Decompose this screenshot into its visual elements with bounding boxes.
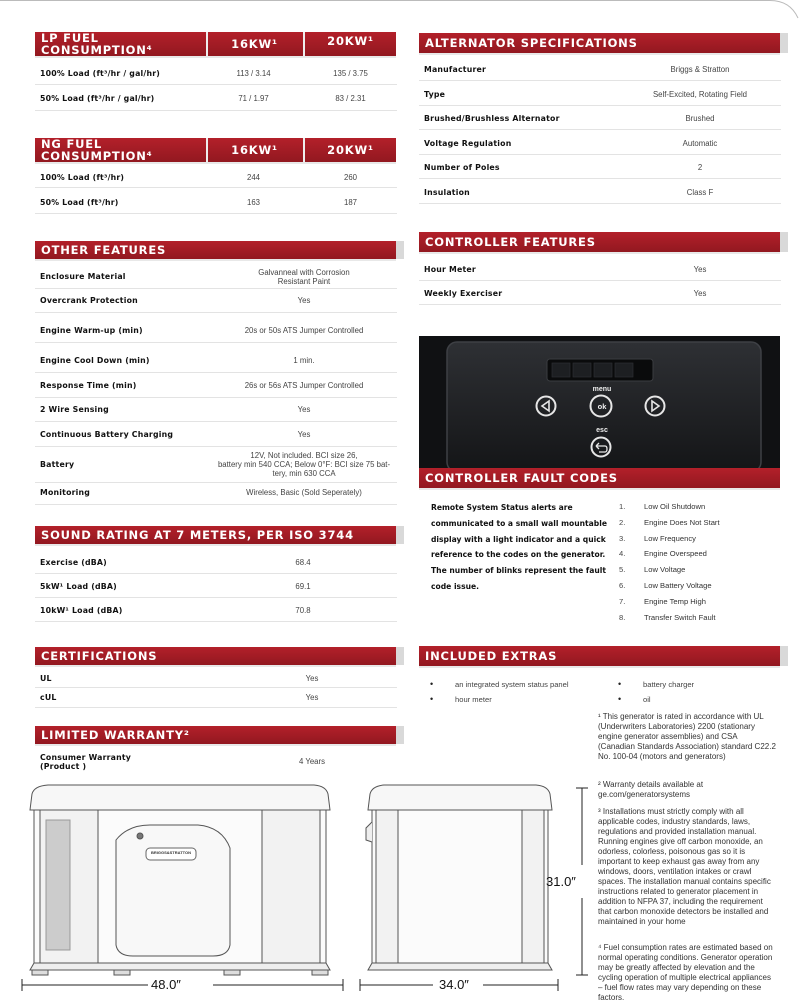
footnote: ⁴ Fuel consumption rates are estimated based on normal operating conditions. Generator operation may be greatly affected by elevation and the cycling operation of multiple electrical appliances – fuel flow rates may vary depending on these factors. xyxy=(598,943,773,1001)
other-row-label: Battery xyxy=(40,460,75,469)
sound-row-label: 5kW¹ Load (dBA) xyxy=(40,582,117,591)
fault-label: Engine Overspeed xyxy=(644,549,707,559)
other-row-label: Response Time (min) xyxy=(40,381,137,390)
panel-menu-label: menu xyxy=(592,386,612,393)
other-header xyxy=(35,241,396,261)
generator-side-drawing xyxy=(358,780,592,1001)
certs-header xyxy=(35,647,396,667)
divider xyxy=(35,504,397,505)
divider xyxy=(35,446,397,447)
fault-label: Engine Temp High xyxy=(644,596,706,606)
certs-title: CERTIFICATIONS xyxy=(41,649,158,663)
divider xyxy=(419,105,781,106)
other-row-label: Engine Cool Down (min) xyxy=(40,356,150,365)
depth-dimension: 34.0″ xyxy=(439,977,469,992)
warranty-header xyxy=(35,726,396,746)
badge-text: BRIGGS&STRATTON xyxy=(150,850,192,855)
alternator-row-value: Brushed xyxy=(685,114,715,124)
divider xyxy=(35,187,397,188)
fault-number: 1. xyxy=(619,502,626,511)
ng-col1: 16KW¹ xyxy=(206,138,301,162)
extras-title: INCLUDED EXTRAS xyxy=(425,649,558,663)
bullet: • xyxy=(618,694,622,704)
faults-title: CONTROLLER FAULT CODES xyxy=(425,471,618,485)
fault-label: Low Frequency xyxy=(644,533,696,543)
fault-number: 2. xyxy=(619,517,626,527)
extra-item: an integrated system status panel xyxy=(455,680,569,689)
divider xyxy=(35,397,397,398)
other-row-value: Yes xyxy=(297,296,311,305)
lp-row-v2: 83 / 2.31 xyxy=(335,94,366,103)
alternator-row-value: 2 xyxy=(697,163,703,173)
divider xyxy=(35,84,397,85)
lp-row-v2: 135 / 3.75 xyxy=(333,69,368,78)
fault-label: Low Battery Voltage xyxy=(644,581,712,590)
alternator-row-label: Number of Poles xyxy=(424,163,500,173)
lp-header xyxy=(35,32,396,58)
ng-row-v1: 244 xyxy=(246,173,260,182)
alternator-row-label: Brushed/Brushless Alternator xyxy=(424,114,560,124)
panel-ok-label: ok xyxy=(597,402,607,411)
sound-row-label: Exercise (dBA) xyxy=(40,558,107,567)
other-row-value: Yes xyxy=(297,405,311,414)
cert-row-label: cUL xyxy=(40,693,57,702)
extra-item: hour meter xyxy=(455,695,492,704)
ng-row-v2: 260 xyxy=(343,173,357,182)
divider xyxy=(35,213,397,214)
lp-col1: 16KW¹ xyxy=(206,32,301,56)
lp-row-v1: 113 / 3.14 xyxy=(236,69,271,78)
divider xyxy=(35,621,397,622)
alternator-row-label: Insulation xyxy=(424,188,470,197)
other-row-value: Wireless, Basic (Sold Seperately) xyxy=(246,488,362,497)
controller-row-label: Weekly Exerciser xyxy=(424,289,503,298)
alternator-title: ALTERNATOR SPECIFICATIONS xyxy=(425,36,638,50)
fault-number: 4. xyxy=(619,549,626,559)
alternator-row-value: Class F xyxy=(686,188,714,197)
footnote: ² Warranty details available at ge.com/generatorsystems xyxy=(598,780,704,799)
alternator-row-value: Self-Excited, Rotating Field xyxy=(652,89,748,99)
ng-row-label: 50% Load (ft³/hr) xyxy=(40,198,119,207)
divider xyxy=(419,178,781,179)
divider xyxy=(35,372,397,373)
cert-row-value: Yes xyxy=(305,693,319,702)
faults-description: Remote System Status alerts are communicated to a small wall mountable display with a light indicator and a quick reference to the codes on the generator. The number of blinks represent the fault code issue. xyxy=(431,503,607,591)
other-row-value: 1 min. xyxy=(293,356,315,365)
sound-header xyxy=(35,526,396,546)
controller-row-value: Yes xyxy=(693,289,707,298)
fault-number: 7. xyxy=(619,596,626,606)
ng-col2: 20KW¹ xyxy=(303,138,396,162)
divider xyxy=(419,203,781,204)
alternator-header xyxy=(419,33,780,55)
cert-row-value: Yes xyxy=(305,674,319,683)
alternator-row-label: Type xyxy=(424,89,446,99)
generator-front-drawing xyxy=(18,780,348,1001)
page-border xyxy=(0,0,800,20)
extra-item: battery charger xyxy=(643,680,695,689)
other-row-value: Galvanneal with Corrosion Resistant Paint xyxy=(258,267,350,286)
lp-col2: 20KW¹ xyxy=(303,32,396,56)
other-row-label: 2 Wire Sensing xyxy=(40,405,109,414)
panel-esc-label: esc xyxy=(596,427,608,434)
other-row-value: 12V, Not included. BCI size 26, battery min 540 CCA; Below 0°F: BCI size 75 bat- tery, min 630 CCA xyxy=(217,451,391,478)
sound-row-value: 69.1 xyxy=(295,582,311,591)
lp-row-label: 50% Load (ft³/hr / gal/hr) xyxy=(40,94,155,103)
warranty-label: Consumer Warranty (Product ) xyxy=(40,753,132,771)
divider xyxy=(419,129,781,130)
bullet: • xyxy=(618,679,622,689)
other-row-value: Yes xyxy=(297,430,311,439)
lp-row-v1: 71 / 1.97 xyxy=(238,94,269,103)
alternator-row-value: Automatic xyxy=(682,138,718,148)
divider xyxy=(419,154,781,155)
extra-item: oil xyxy=(643,695,651,704)
alternator-row-value: Briggs & Stratton xyxy=(670,65,730,74)
controller-row-label: Hour Meter xyxy=(424,265,476,274)
lp-title: LP FUEL CONSUMPTION⁴ xyxy=(41,31,153,57)
divider xyxy=(35,687,397,688)
extras-header xyxy=(419,646,780,668)
divider xyxy=(419,304,781,305)
fault-label: Transfer Switch Fault xyxy=(644,612,716,622)
divider xyxy=(35,312,397,313)
lp-row-label: 100% Load (ft³/hr / gal/hr) xyxy=(40,69,161,78)
sound-row-value: 68.4 xyxy=(295,558,311,567)
divider xyxy=(35,288,397,289)
divider xyxy=(35,110,397,111)
sound-title: SOUND RATING AT 7 METERS, PER ISO 3744 xyxy=(41,528,354,542)
divider xyxy=(35,707,397,708)
footnote: ¹ This generator is rated in accordance with UL (Underwriters Laboratories) 2200 (stationary engine generator assemblies) and CSA (Canadian Standards Association) standard C22.2 No. 100-04 (motors and generators) xyxy=(598,712,776,761)
ng-header xyxy=(35,138,396,164)
fault-label: Engine Does Not Start xyxy=(644,517,720,527)
divider xyxy=(35,573,397,574)
footnote: ³ Installations must strictly comply with all applicable codes, industry standards, laws, regulations and provided installation manual. Running engines give off carbon monoxide, an odorless, colorless, poisonous gas so it is important to keep exhaust gas away from any windows, doors, ventilation intakes or crawl spaces. The installation manual contains specific instructions related to generator placement in addition to NFPA 37, including the requirement that carbon monoxide detectors be installed and maintained in your home xyxy=(598,807,771,926)
faults-header xyxy=(419,468,780,490)
ng-title: NG FUEL CONSUMPTION⁴ xyxy=(41,137,153,163)
fault-number: 3. xyxy=(619,533,626,543)
other-title: OTHER FEATURES xyxy=(41,243,167,257)
warranty-title: LIMITED WARRANTY² xyxy=(41,728,190,742)
height-dimension: 31.0″ xyxy=(546,874,576,889)
bullet: • xyxy=(430,694,434,704)
controller-header xyxy=(419,232,780,254)
fault-number: 6. xyxy=(619,581,626,590)
sound-row-value: 70.8 xyxy=(295,606,311,615)
sound-row-label: 10kW¹ Load (dBA) xyxy=(40,606,123,615)
divider xyxy=(35,482,397,483)
fault-label: Low Voltage xyxy=(644,565,686,575)
controller-panel-image xyxy=(419,336,780,476)
other-row-label: Overcrank Protection xyxy=(40,296,138,305)
other-row-label: Continuous Battery Charging xyxy=(40,430,174,439)
ng-row-v2: 187 xyxy=(343,198,357,207)
fault-number: 5. xyxy=(619,565,626,575)
other-row-label: Engine Warm-up (min) xyxy=(40,326,143,335)
controller-row-value: Yes xyxy=(693,265,707,274)
ng-row-v1: 163 xyxy=(246,198,260,207)
divider xyxy=(419,280,781,281)
warranty-value: 4 Years xyxy=(298,757,325,766)
divider xyxy=(35,342,397,343)
fault-label: Low Oil Shutdown xyxy=(644,502,706,511)
ng-row-label: 100% Load (ft³/hr) xyxy=(40,173,125,182)
bullet: • xyxy=(430,679,434,689)
other-row-value: 26s or 56s ATS Jumper Controlled xyxy=(244,381,364,390)
divider xyxy=(35,597,397,598)
divider xyxy=(419,80,781,81)
alternator-row-label: Manufacturer xyxy=(424,65,487,74)
other-row-label: Monitoring xyxy=(40,488,91,497)
fault-number: 8. xyxy=(619,612,626,622)
controller-title: CONTROLLER FEATURES xyxy=(425,235,596,249)
divider xyxy=(35,421,397,422)
other-row-label: Enclosure Material xyxy=(40,272,126,281)
width-dimension: 48.0″ xyxy=(151,977,181,992)
other-row-value: 20s or 50s ATS Jumper Controlled xyxy=(244,326,364,335)
cert-row-label: UL xyxy=(40,674,52,683)
alternator-row-label: Voltage Regulation xyxy=(424,138,512,148)
